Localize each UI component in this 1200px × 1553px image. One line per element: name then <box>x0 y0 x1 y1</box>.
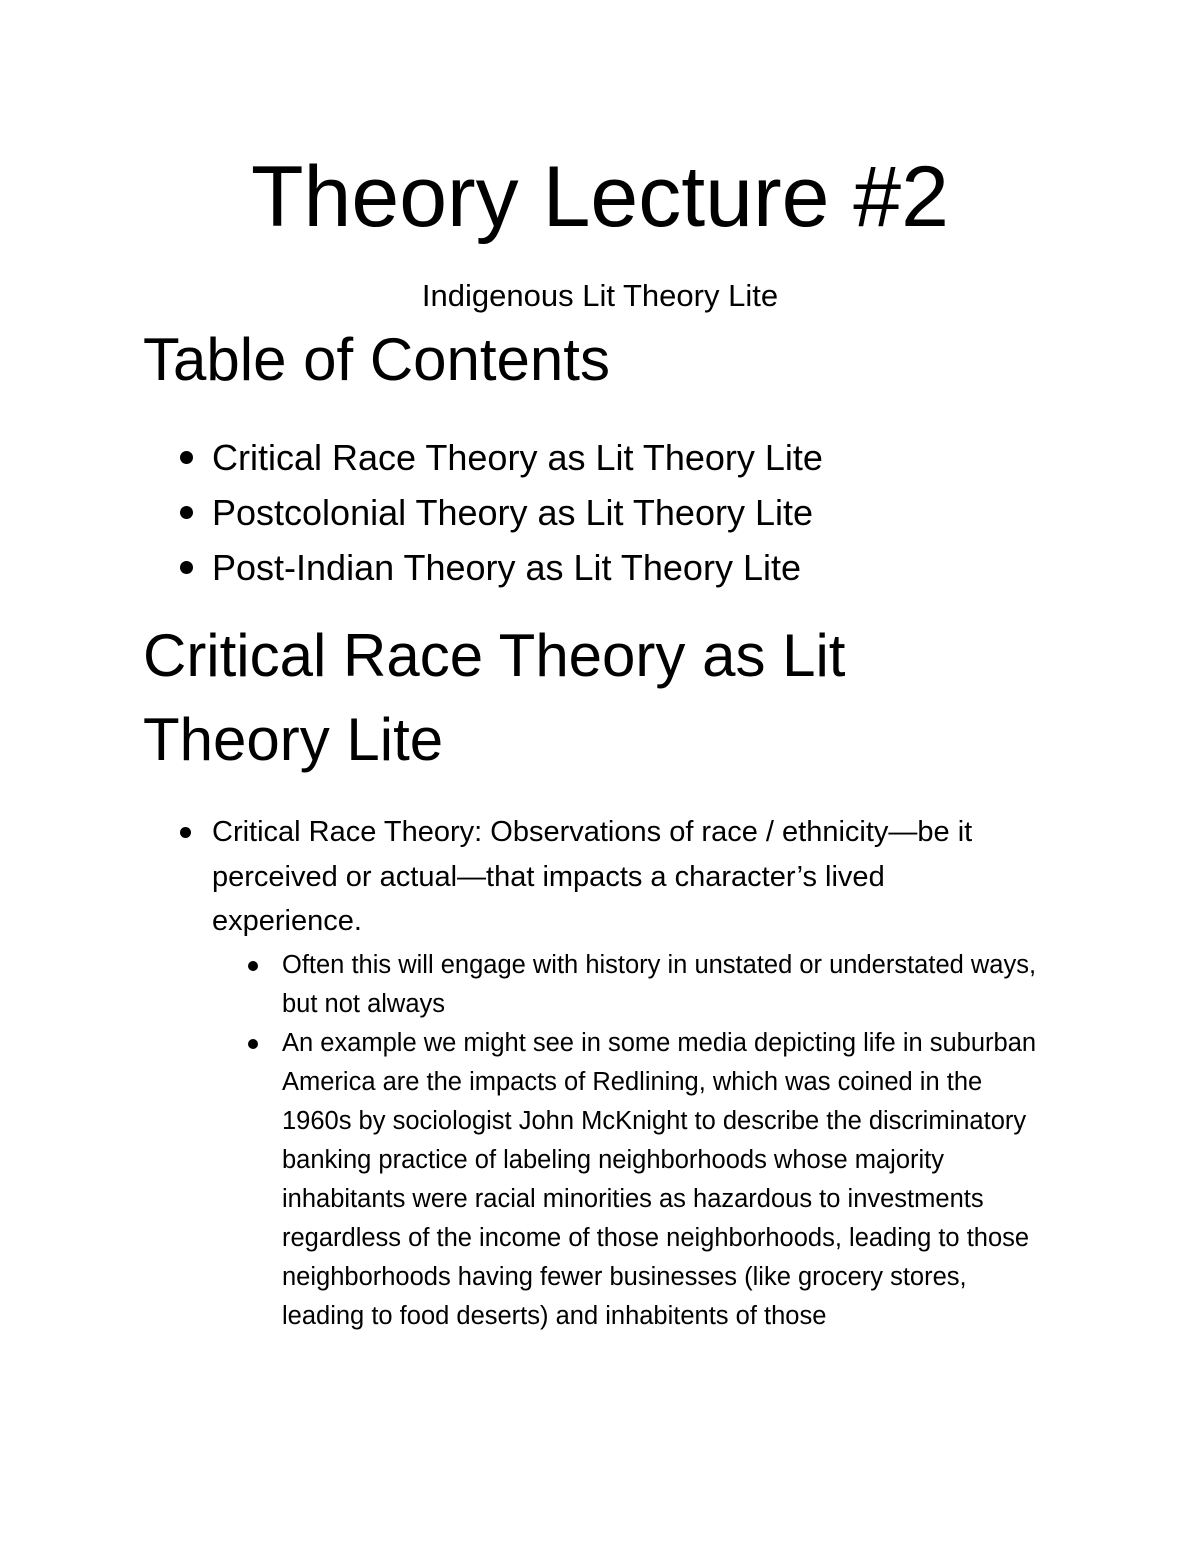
toc-item <box>178 430 823 485</box>
bullet-icon <box>248 1039 258 1049</box>
toc-item <box>178 540 823 595</box>
bullet-icon <box>180 827 191 838</box>
toc-item-text: Postcolonial Theory as Lit Theory Lite <box>212 492 813 533</box>
document-subtitle: Indigenous Lit Theory Lite <box>421 278 779 313</box>
toc-item <box>178 485 823 540</box>
sub-bullet-list <box>248 946 1058 1336</box>
toc-item-text: Post-Indian Theory as Lit Theory Lite <box>212 547 801 588</box>
bullet-icon <box>180 451 193 464</box>
toc-list <box>178 430 823 595</box>
sub-list-item <box>248 946 1042 1024</box>
bullet-icon <box>248 961 258 971</box>
list-item <box>178 810 1058 1336</box>
toc-heading: Table of Contents <box>143 326 610 393</box>
bullet-icon <box>180 561 193 574</box>
sub-list-item-text: An example we might see in some media depicting life in suburban America are the impacts of Redlining, which was coined in the 1960s by sociologist John McKnight to describe the discriminatory banking practice of labeling neighborhoods whose majority inhabitants were racial minorities as hazardous to investments regardless of the income of those neighborhoods, leading to those neighborhoods having fewer businesses (like grocery stores, leading to food deserts) and inhabitents of those <box>282 1028 1037 1330</box>
section-heading: Critical Race Theory as Lit Theory Lite <box>143 622 846 773</box>
sub-list-item-text: Often this will engage with history in unstated or understated ways, but not always <box>282 950 1037 1018</box>
toc-item-text: Critical Race Theory as Lit Theory Lite <box>212 437 823 478</box>
document-title: Theory Lecture #2 <box>251 149 949 245</box>
bullet-icon <box>180 506 193 519</box>
list-item-text: Critical Race Theory: Observations of race / ethnicity—be it perceived or actual—that impacts a character’s lived experience. <box>212 816 973 937</box>
section-bullet-list <box>178 810 1058 1336</box>
sub-list-item <box>248 1024 1042 1336</box>
